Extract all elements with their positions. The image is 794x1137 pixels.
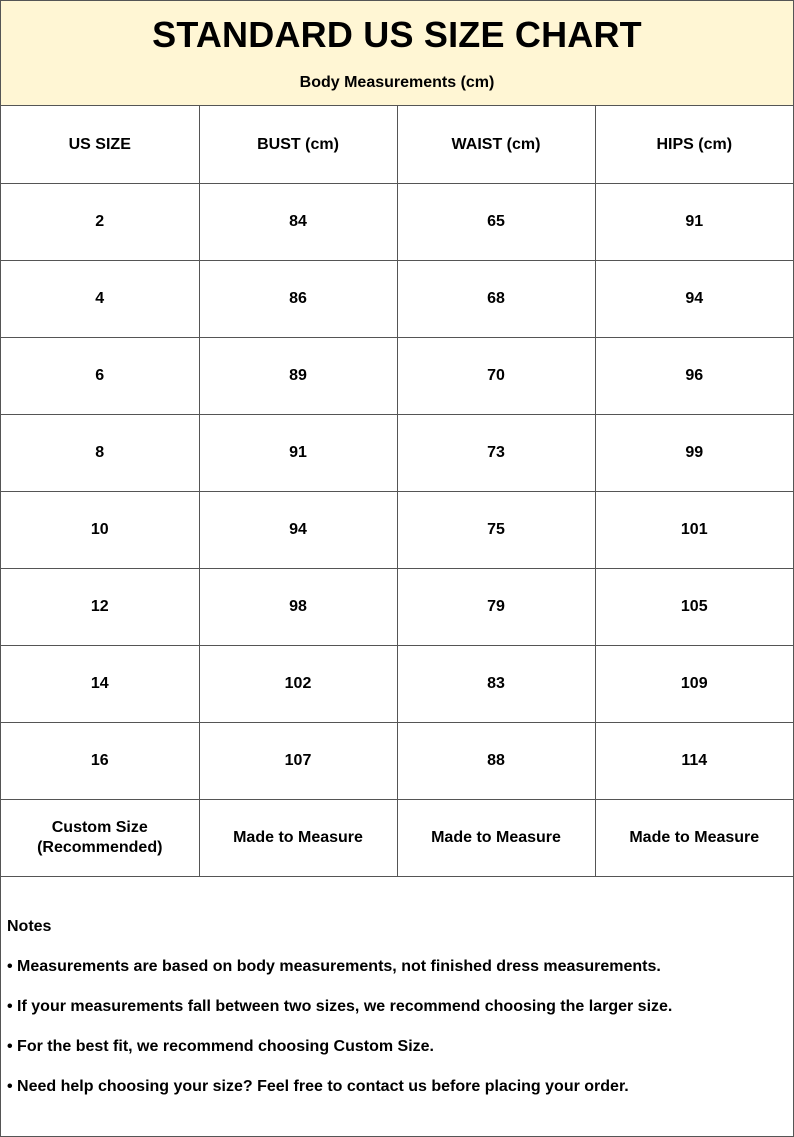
cell-hips: 101: [595, 492, 793, 569]
cell-size: 4: [1, 261, 199, 338]
table-row: [1, 569, 793, 646]
cell-waist: Made to Measure: [397, 800, 595, 877]
cell-bust: 84: [199, 184, 397, 261]
cell-bust: 91: [199, 415, 397, 492]
cell-waist: 68: [397, 261, 595, 338]
cell-size: 6: [1, 338, 199, 415]
note-item: • Need help choosing your size? Feel free to contact us before placing your order.: [7, 1078, 629, 1095]
cell-hips: 109: [595, 646, 793, 723]
cell-size: 8: [1, 415, 199, 492]
cell-bust: 94: [199, 492, 397, 569]
cell-size: 14: [1, 646, 199, 723]
cell-hips: 105: [595, 569, 793, 646]
custom-size-label: Custom Size: [51, 819, 148, 836]
cell-hips: 96: [595, 338, 793, 415]
table-row: [1, 415, 793, 492]
cell-waist: 75: [397, 492, 595, 569]
cell-bust: 102: [199, 646, 397, 723]
column-header-bust: BUST (cm): [199, 106, 397, 184]
cell-hips: Made to Measure: [595, 800, 793, 877]
cell-size: 2: [1, 184, 199, 261]
cell-custom-size: [1, 800, 199, 877]
table-header-row: [1, 106, 793, 184]
notes-title: Notes: [7, 918, 52, 935]
note-item: • If your measurements fall between two sizes, we recommend choosing the larger size.: [7, 998, 673, 1015]
cell-hips: 94: [595, 261, 793, 338]
column-header-us-size: US SIZE: [1, 106, 199, 184]
cell-hips: 99: [595, 415, 793, 492]
cell-size: 16: [1, 723, 199, 800]
table-row: [1, 492, 793, 569]
cell-size: 10: [1, 492, 199, 569]
chart-header: [1, 1, 793, 106]
cell-waist: 88: [397, 723, 595, 800]
custom-size-row: [1, 800, 793, 877]
cell-bust: 98: [199, 569, 397, 646]
note-item: • Measurements are based on body measurements, not finished dress measurements.: [7, 958, 661, 975]
table-row: [1, 338, 793, 415]
cell-bust: 107: [199, 723, 397, 800]
cell-waist: 79: [397, 569, 595, 646]
cell-hips: 114: [595, 723, 793, 800]
cell-waist: 83: [397, 646, 595, 723]
cell-waist: 70: [397, 338, 595, 415]
column-header-waist: WAIST (cm): [397, 106, 595, 184]
column-header-hips: HIPS (cm): [595, 106, 793, 184]
chart-subtitle: Body Measurements (cm): [299, 74, 495, 91]
cell-bust: Made to Measure: [199, 800, 397, 877]
cell-waist: 65: [397, 184, 595, 261]
cell-waist: 73: [397, 415, 595, 492]
cell-size: 12: [1, 569, 199, 646]
notes-section: [1, 877, 793, 1097]
cell-bust: 86: [199, 261, 397, 338]
size-table: [1, 106, 793, 877]
table-row: [1, 646, 793, 723]
chart-title: STANDARD US SIZE CHART: [152, 14, 642, 55]
note-item: • For the best fit, we recommend choosing Custom Size.: [7, 1038, 434, 1055]
table-row: [1, 723, 793, 800]
table-row: [1, 261, 793, 338]
table-row: [1, 184, 793, 261]
cell-bust: 89: [199, 338, 397, 415]
custom-size-recommended: (Recommended): [37, 839, 163, 856]
cell-hips: 91: [595, 184, 793, 261]
